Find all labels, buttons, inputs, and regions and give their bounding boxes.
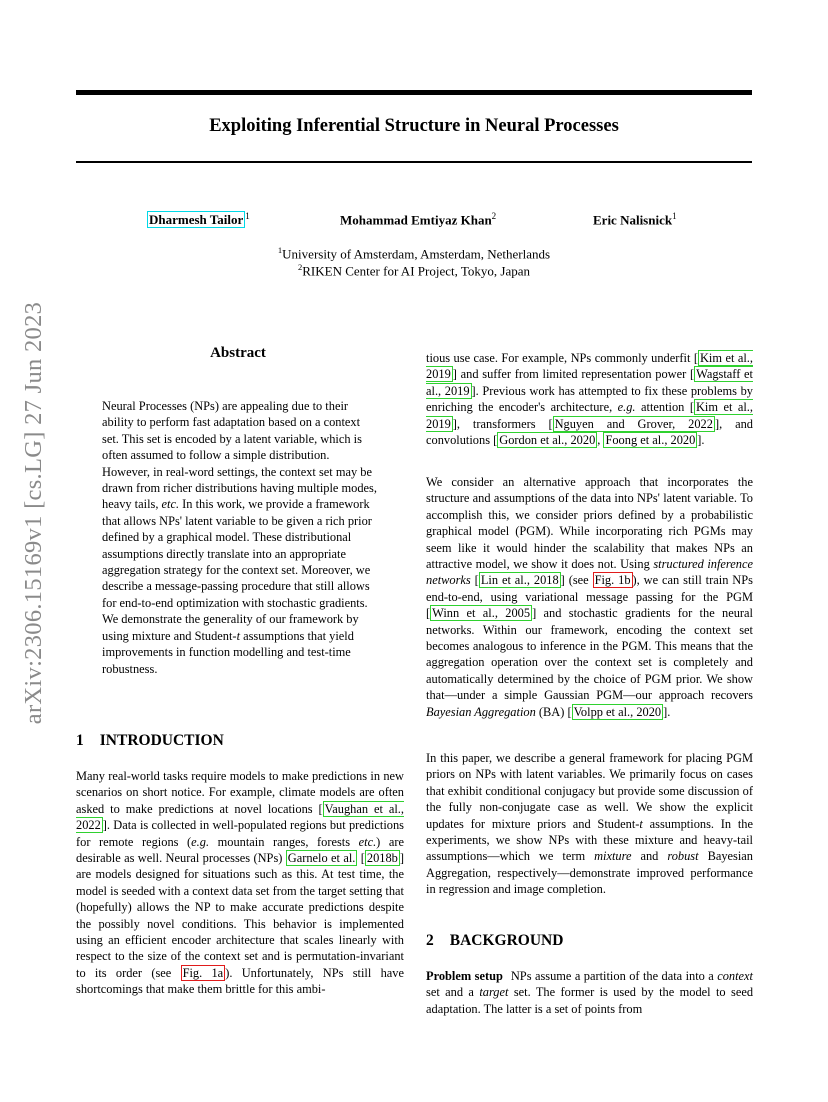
intro-paragraph-1-continued: tious use case. For example, NPs commonly underfit [ Kim et al., 2019 ] and suffer from limited representation power [ Wagstaff et al., 2019 ]. Previous work has attempted to fix these problems by enriching the encoder's architecture, e.g. attention [ Kim et al., 2019 ], transformers [ Nguyen and Grover, 2022 ], and convolutions [ Gordon et al., 2020 , Foong et al., 2020 ]. (426, 351, 753, 448)
intro-paragraph-3: In this paper, we describe a general framework for placing PGM priors on NPs with latent variables. We primarily focus on cases that exhibit conditional conjugacy but provide some discussion of the fully non-conjugate case as well. We show the explicit updates for mixture priors and Student-t assumptions. In the experiments, we show NPs with these mixture and heavy-tail assumptions—which we term mixture and robust Bayesian Aggregation, respectively—demonstrate improved performance in regression and image completion. (426, 751, 753, 897)
section-number: 1 (76, 732, 84, 749)
citation-link[interactable]: Lin et al., 2018 (480, 573, 559, 588)
citation-link[interactable]: Nguyen and Grover, 2022 (554, 416, 713, 431)
intro-paragraph-2: We consider an alternative approach that incorporates the structure and assumptions of the data into NPs' latent variable. To accomplish this, we consider priors defined by a probabilistic graphical model (PGM). While incorporating rich PGMs may seem like it would hinder the scalability that makes NPs an attractive model, we show it does not. Using structured inference networks [ Lin et al., 2018 ] (see Fig. 1b ), we can still train NPs end-to-end, using variational message passing for the PGM [ Winn et al., 2005 ] and stochastic gradients for the neural networks. Within our framework, encoding the context set becomes analogous to inference in the PGM. This means that the aggregation operation over the context set is completely and automatically determined by the choice of PGM prior. We show that—under a simple Gaussian PGM—our approach recovers Bayesian Aggregation (BA) [ Volpp et al., 2020 ]. (426, 475, 753, 719)
author-superscript: 2 (491, 211, 497, 221)
citation-link[interactable]: Vaughan et al., 2022 (76, 801, 404, 833)
citation-link[interactable]: 2018b (366, 851, 398, 866)
citation-link[interactable]: Foong et al., 2020 (605, 433, 696, 448)
abstract-heading: Abstract (210, 345, 266, 361)
affiliation-superscript: 2 (298, 262, 303, 272)
author-name: Mohammad Emtiyaz Khan (340, 212, 492, 228)
author-3 (593, 211, 677, 228)
figure-ref-link[interactable]: Fig. 1b (594, 573, 631, 588)
author-superscript: 1 (672, 211, 677, 221)
figure-ref-link[interactable]: Fig. 1a (182, 965, 224, 980)
affiliation-text: RIKEN Center for AI Project, Tokyo, Japan (302, 263, 530, 279)
author-name: Eric Nalisnick (593, 212, 673, 228)
citation-link[interactable]: Wagstaff et al., 2019 (426, 367, 753, 398)
author-1 (147, 211, 250, 228)
citation-link[interactable]: Volpp et al., 2020 (573, 704, 662, 719)
abstract-body: Neural Processes (NPs) are appealing due to their ability to perform fast adaptation based on a context set. This set is encoded by a latent variable, which is often assumed to follow a simple distribution. However, in real-word settings, the context set may be drawn from richer distributions having multiple modes, heavy tails, etc. In this work, we provide a framework that allows NPs' latent variable to be given a rich prior defined by a graphical model. These distributional assumptions directly translate into an appropriate aggregation strategy for the context set. Moreover, we describe a message-passing procedure that still allows for end-to-end optimization with stochastic gradients. We demonstrate the generality of our framework by using mixture and Student-t assumptions that yield improvements in function modelling and test-time robustness. (102, 399, 377, 676)
section-introduction-heading (76, 732, 224, 750)
author-link[interactable]: Dharmesh Tailor (149, 212, 244, 228)
citation-link[interactable]: Kim et al., 2019 (426, 351, 753, 382)
affiliation-superscript: 1 (277, 245, 283, 255)
intro-paragraph-1: Many real-world tasks require models to make predictions in new scenarios on short notice. For example, climate models are often asked to make predictions at novel locations [ Vaughan et al., 2022 ]. Data is collected in well-populated regions but predictions for remote regions (e.g. mountain ranges, forests etc.) are desirable as well. Neural processes (NPs) Garnelo et al. [ 2018b ] are models designed for situations such as this. At test time, the model is seeded with a context data set from the target setting that (hopefully) allows the NP to make accurate predictions despite the possibly novel conditions. This behavior is implemented using an efficient encoder architecture that scales linearly with respect to the size of the context set and is permutation-invariant to its order (see Fig. 1a ). Unfortunately, NPs still have shortcomings that make them brittle for this ambi- (76, 769, 404, 997)
citation-link[interactable]: Winn et al., 2005 (432, 606, 531, 621)
arxiv-stamp-text: arXiv:2306.15169v1 [cs.LG] 27 Jun 2023 (20, 301, 47, 725)
top-rule (76, 90, 752, 95)
section-background-heading (426, 932, 563, 950)
background-paragraph-1: Problem setup NPs assume a partition of the data into a context set and a target set. The former is used by the model to seed adaptation. The latter is a set of points from (426, 969, 754, 1016)
section-title: BACKGROUND (449, 932, 564, 949)
author-2 (340, 211, 496, 228)
affiliation-1 (76, 245, 752, 262)
citation-link[interactable]: Garnelo et al. (287, 851, 356, 866)
section-number: 2 (426, 932, 434, 949)
author-superscript: 1 (245, 211, 250, 221)
arxiv-stamp (18, 298, 50, 728)
affiliation-2 (76, 262, 752, 279)
section-title: INTRODUCTION (99, 732, 224, 749)
citation-link[interactable]: Kim et al., 2019 (426, 400, 753, 431)
title-bottom-rule (76, 161, 752, 163)
affiliation-text: University of Amsterdam, Amsterdam, Netherlands (282, 246, 551, 262)
citation-link[interactable]: Gordon et al., 2020 (499, 433, 596, 448)
runin-heading: Problem setup (426, 969, 503, 983)
paper-title: Exploiting Inferential Structure in Neural Processes (209, 116, 619, 136)
